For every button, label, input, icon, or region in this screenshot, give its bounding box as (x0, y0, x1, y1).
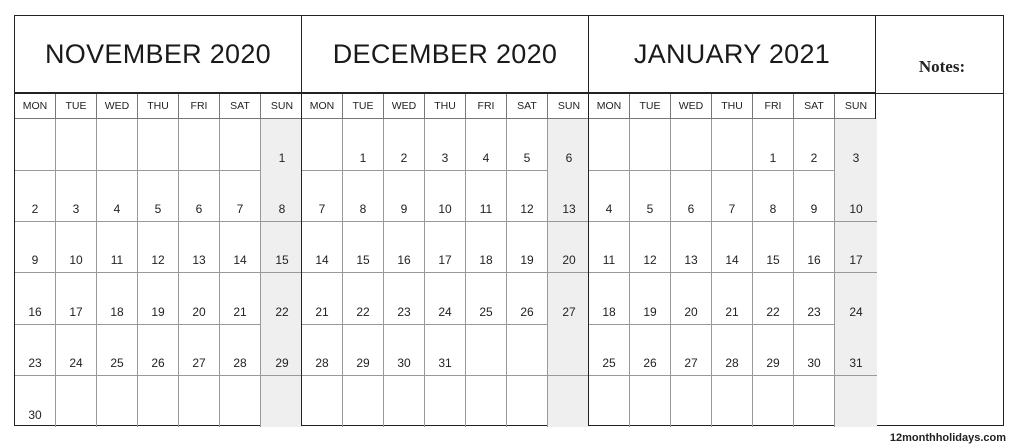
day-cell (589, 376, 630, 428)
day-cell (794, 222, 835, 274)
day-cell (589, 222, 630, 274)
weekday-label: SAT (220, 94, 261, 118)
weekday-label: TUE (56, 94, 97, 118)
day-cell (261, 119, 303, 171)
day-cell (671, 273, 712, 325)
day-number: 16 (807, 253, 821, 268)
day-number: 19 (643, 304, 657, 319)
day-cell (97, 324, 138, 376)
month-title: NOVEMBER 2020 (15, 16, 301, 94)
day-cell (548, 222, 590, 274)
day-number: 17 (438, 253, 452, 268)
day-number: 12 (643, 253, 657, 268)
day-number: 22 (275, 304, 289, 319)
day-cell (138, 376, 179, 428)
day-cell (261, 170, 303, 222)
weekday-label: MON (589, 94, 630, 118)
day-cell (548, 119, 590, 171)
day-cell (753, 170, 794, 222)
day-cell (56, 324, 97, 376)
day-cell (630, 376, 671, 428)
day-cell (384, 170, 425, 222)
day-cell (507, 324, 548, 376)
site-watermark: 12monthholidays.com (889, 432, 1006, 444)
day-cell (507, 376, 548, 428)
day-cell (15, 273, 56, 325)
day-cell (794, 376, 835, 428)
day-cell (794, 273, 835, 325)
day-cell (630, 170, 671, 222)
day-cell (261, 222, 303, 274)
weekday-label: SUN (844, 100, 868, 112)
day-number: 7 (318, 202, 326, 217)
day-number: 6 (687, 202, 695, 217)
day-cell (835, 273, 877, 325)
day-number: 3 (852, 150, 860, 165)
day-cell (507, 222, 548, 274)
day-number: 26 (643, 355, 657, 370)
day-cell (507, 273, 548, 325)
day-number: 12 (151, 253, 165, 268)
weekday-label: THU (138, 94, 179, 118)
day-number: 8 (769, 202, 777, 217)
day-number: 27 (562, 304, 576, 319)
day-number: 27 (192, 355, 206, 370)
weekday-label: WED (384, 94, 425, 118)
day-number: 12 (520, 202, 534, 217)
day-cell (56, 376, 97, 428)
day-cell (466, 376, 507, 428)
day-number: 29 (356, 355, 370, 370)
day-number: 26 (520, 304, 534, 319)
day-number: 15 (275, 253, 289, 268)
day-cell (425, 222, 466, 274)
day-cell (548, 324, 590, 376)
day-cell (220, 273, 261, 325)
weekday-label: WED (97, 94, 138, 118)
day-number: 20 (562, 253, 576, 268)
day-cell (671, 324, 712, 376)
day-number: 1 (278, 150, 286, 165)
day-number: 25 (602, 355, 616, 370)
day-number: 17 (849, 253, 863, 268)
day-cell (97, 273, 138, 325)
weekday-label: FRI (179, 94, 220, 118)
day-cell (220, 119, 261, 171)
day-cell (384, 324, 425, 376)
day-number: 16 (397, 253, 411, 268)
day-cell (343, 170, 384, 222)
weekday-label: WED (671, 94, 712, 118)
notes-title: Notes: (918, 57, 966, 76)
day-number: 29 (275, 355, 289, 370)
day-cell (179, 119, 220, 171)
day-cell (384, 376, 425, 428)
day-cell (15, 170, 56, 222)
day-number: 10 (849, 202, 863, 217)
weekday-label: FRI (753, 94, 794, 118)
day-number: 4 (605, 202, 613, 217)
day-cell (589, 324, 630, 376)
month-block (14, 15, 302, 426)
day-number: 17 (69, 304, 83, 319)
day-cell (261, 376, 303, 428)
day-number: 7 (728, 202, 736, 217)
weekday-header (302, 94, 588, 118)
day-cell (835, 222, 877, 274)
weekday-label: TUE (630, 94, 671, 118)
day-number: 29 (766, 355, 780, 370)
day-number: 1 (769, 150, 777, 165)
weekday-label: SUN (557, 100, 581, 112)
day-cell (220, 324, 261, 376)
day-number: 25 (110, 355, 124, 370)
day-cell (712, 273, 753, 325)
day-number: 15 (766, 253, 780, 268)
day-number: 9 (400, 202, 408, 217)
day-cell (179, 273, 220, 325)
day-cell (835, 376, 877, 428)
day-cell (548, 376, 590, 428)
day-grid (302, 118, 588, 426)
day-number: 11 (479, 202, 493, 217)
day-number: 25 (479, 304, 493, 319)
day-cell (753, 222, 794, 274)
day-number: 3 (441, 150, 449, 165)
notes-divider (876, 93, 1004, 94)
day-cell (384, 119, 425, 171)
weekday-label: THU (425, 94, 466, 118)
day-cell (630, 324, 671, 376)
month-block (588, 15, 876, 426)
day-number: 22 (766, 304, 780, 319)
day-cell (712, 170, 753, 222)
day-number: 28 (725, 355, 739, 370)
day-number: 30 (807, 355, 821, 370)
day-cell (507, 119, 548, 171)
day-number: 15 (356, 253, 370, 268)
day-cell (712, 222, 753, 274)
day-cell (753, 273, 794, 325)
day-number: 13 (562, 202, 576, 217)
day-cell (753, 119, 794, 171)
day-cell (425, 119, 466, 171)
day-cell (712, 324, 753, 376)
day-cell (671, 222, 712, 274)
day-cell (56, 273, 97, 325)
day-grid (589, 118, 875, 426)
weekday-label: SUN (270, 100, 294, 112)
day-number: 6 (565, 150, 573, 165)
weekday-label: THU (712, 94, 753, 118)
day-cell (466, 324, 507, 376)
day-number: 27 (684, 355, 698, 370)
day-cell (302, 273, 343, 325)
day-number: 24 (438, 304, 452, 319)
day-number: 30 (397, 355, 411, 370)
day-number: 9 (31, 253, 39, 268)
weekday-header (589, 94, 875, 118)
day-number: 5 (523, 150, 531, 165)
day-cell (712, 119, 753, 171)
day-cell (220, 222, 261, 274)
day-cell (97, 222, 138, 274)
day-cell (261, 273, 303, 325)
day-cell (138, 273, 179, 325)
day-cell (630, 119, 671, 171)
day-cell (466, 119, 507, 171)
day-cell (97, 376, 138, 428)
day-cell (671, 119, 712, 171)
weekday-header (15, 94, 301, 118)
day-cell (97, 170, 138, 222)
day-cell (384, 222, 425, 274)
day-number: 19 (151, 304, 165, 319)
day-number: 23 (397, 304, 411, 319)
day-cell (466, 222, 507, 274)
day-cell (753, 376, 794, 428)
day-cell (343, 119, 384, 171)
day-number: 24 (69, 355, 83, 370)
day-number: 16 (28, 304, 42, 319)
day-cell (343, 376, 384, 428)
day-cell (589, 273, 630, 325)
day-number: 11 (602, 253, 616, 268)
day-cell (466, 170, 507, 222)
day-cell (56, 222, 97, 274)
day-number: 13 (684, 253, 698, 268)
day-cell (466, 273, 507, 325)
month-title: DECEMBER 2020 (302, 16, 588, 94)
day-number: 31 (849, 355, 863, 370)
day-number: 18 (110, 304, 124, 319)
day-number: 22 (356, 304, 370, 319)
day-number: 18 (479, 253, 493, 268)
day-cell (794, 170, 835, 222)
day-number: 28 (233, 355, 247, 370)
day-cell (589, 119, 630, 171)
day-number: 13 (192, 253, 206, 268)
day-number: 1 (359, 150, 367, 165)
day-cell (671, 170, 712, 222)
day-cell (343, 273, 384, 325)
weekday-label: TUE (343, 94, 384, 118)
day-cell (220, 170, 261, 222)
day-cell (630, 222, 671, 274)
day-number: 4 (482, 150, 490, 165)
day-number: 31 (438, 355, 452, 370)
day-cell (835, 170, 877, 222)
day-cell (261, 324, 303, 376)
day-cell (343, 222, 384, 274)
day-cell (425, 273, 466, 325)
day-cell (138, 324, 179, 376)
day-cell (15, 324, 56, 376)
day-cell (138, 222, 179, 274)
day-cell (179, 324, 220, 376)
weekday-label: SAT (794, 94, 835, 118)
weekday-label: FRI (466, 94, 507, 118)
day-cell (835, 119, 877, 171)
day-cell (138, 119, 179, 171)
day-number: 23 (28, 355, 42, 370)
day-number: 20 (192, 304, 206, 319)
day-number: 5 (154, 202, 162, 217)
day-number: 30 (28, 408, 42, 423)
day-cell (712, 376, 753, 428)
day-cell (548, 273, 590, 325)
day-number: 8 (359, 202, 367, 217)
month-title: JANUARY 2021 (589, 16, 875, 94)
day-cell (56, 119, 97, 171)
day-number: 4 (113, 202, 121, 217)
day-number: 3 (72, 202, 80, 217)
day-cell (302, 376, 343, 428)
day-cell (589, 170, 630, 222)
day-cell (507, 170, 548, 222)
day-cell (548, 170, 590, 222)
day-number: 10 (69, 253, 83, 268)
day-cell (138, 170, 179, 222)
weekday-label: MON (15, 94, 56, 118)
day-cell (794, 324, 835, 376)
day-cell (15, 376, 56, 428)
day-cell (630, 273, 671, 325)
day-cell (179, 222, 220, 274)
day-cell (835, 324, 877, 376)
day-cell (425, 324, 466, 376)
day-cell (753, 324, 794, 376)
weekday-label: MON (302, 94, 343, 118)
day-number: 21 (725, 304, 739, 319)
day-cell (220, 376, 261, 428)
day-number: 20 (684, 304, 698, 319)
day-cell (302, 119, 343, 171)
day-number: 6 (195, 202, 203, 217)
day-number: 28 (315, 355, 329, 370)
day-number: 21 (233, 304, 247, 319)
day-cell (794, 119, 835, 171)
day-cell (97, 119, 138, 171)
day-number: 7 (236, 202, 244, 217)
month-block (301, 15, 589, 426)
day-number: 9 (810, 202, 818, 217)
day-cell (671, 376, 712, 428)
day-number: 2 (810, 150, 818, 165)
day-number: 18 (602, 304, 616, 319)
day-grid (15, 118, 301, 426)
day-cell (179, 376, 220, 428)
day-cell (343, 324, 384, 376)
day-number: 14 (233, 253, 247, 268)
day-cell (302, 222, 343, 274)
day-cell (179, 170, 220, 222)
day-number: 10 (438, 202, 452, 217)
day-number: 5 (646, 202, 654, 217)
day-cell (15, 119, 56, 171)
weekday-label: SAT (507, 94, 548, 118)
day-number: 14 (315, 253, 329, 268)
day-cell (384, 273, 425, 325)
day-number: 21 (315, 304, 329, 319)
day-number: 24 (849, 304, 863, 319)
day-number: 11 (110, 253, 124, 268)
day-number: 2 (400, 150, 408, 165)
day-number: 19 (520, 253, 534, 268)
day-cell (56, 170, 97, 222)
day-cell (15, 222, 56, 274)
day-cell (302, 170, 343, 222)
day-number: 23 (807, 304, 821, 319)
day-number: 2 (31, 202, 39, 217)
day-number: 26 (151, 355, 165, 370)
day-cell (425, 376, 466, 428)
day-number: 14 (725, 253, 739, 268)
day-cell (302, 324, 343, 376)
day-cell (425, 170, 466, 222)
day-number: 8 (278, 202, 286, 217)
